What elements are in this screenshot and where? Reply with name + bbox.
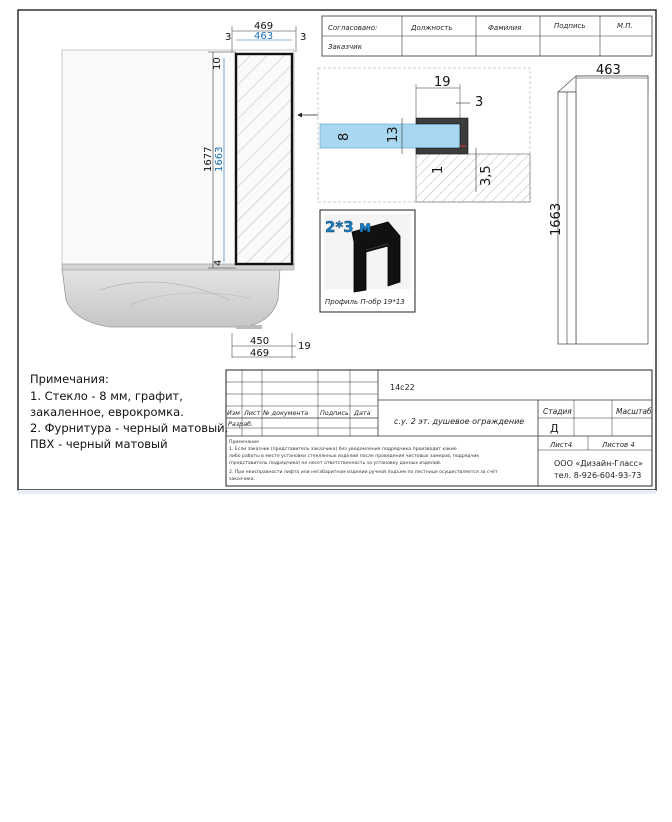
dim-bottom-total: 469 [250, 348, 270, 359]
tb-company: ООО «Дизайн-Гласс» [554, 459, 643, 468]
tb-phone: тел. 8-926-604-93-73 [554, 471, 642, 480]
glass-panel [236, 54, 292, 264]
profile-photo [320, 210, 415, 312]
dim-bottom-glass: 450 [250, 336, 270, 347]
detail-floor [416, 154, 530, 202]
dim-total-height: 1677 [203, 146, 214, 172]
tb-col-change: Изм [227, 409, 240, 417]
tb-name: с.у. 2 эт. душевое ограждение [394, 417, 525, 426]
tb-remark-1b: либо работы в месте установки стеклянных изделий после проведения чистовых замеров, подрядчик [229, 454, 480, 459]
notes-title: Примечания: [30, 372, 109, 386]
tb-sheet-label: Лист4 [550, 441, 573, 449]
tb-col-sign: Подпись [320, 409, 349, 417]
tb-scale-label: Масштаб [616, 407, 652, 416]
approval-stamp: М.П. [617, 22, 633, 30]
detail-dim-glass: 8 [337, 132, 352, 141]
frame-shadow [18, 490, 656, 494]
detail-dim-height: 13 [386, 126, 401, 143]
tb-col-sheet: Лист [244, 409, 261, 417]
bathtub-foot [236, 325, 262, 329]
notes-line-2: закаленное, еврокромка. [30, 405, 184, 419]
notes-line-3: 2. Фурнитура - черный матовый, [30, 421, 229, 435]
notes-line-1: 1. Стекло - 8 мм, графит, [30, 389, 183, 403]
tb-col-doc: № документа [263, 409, 309, 417]
approval-customer: Заказчик [328, 43, 362, 51]
dim-gap-left: 3 [225, 32, 232, 43]
tb-remark-title: Примечание [229, 440, 259, 445]
dim-total-width: 469 [254, 21, 274, 32]
approval-signature: Подпись [554, 22, 586, 30]
approval-surname: Фамилия [488, 24, 522, 32]
notes-line-4: ПВХ - черный матовый [30, 437, 168, 451]
side-dim-width: 463 [596, 63, 621, 78]
dim-glass-width: 463 [254, 31, 274, 42]
profile-caption: Профиль П-обр 19*13 [325, 298, 405, 306]
detail-dim-width: 19 [434, 75, 451, 90]
side-dim-height: 1663 [549, 202, 564, 236]
tb-code: 14с22 [390, 383, 415, 392]
dim-bottom-offset: 4 [213, 259, 224, 266]
tb-col-date: Дата [354, 409, 371, 417]
approval-agreed: Согласовано: [328, 24, 378, 32]
tb-remark-1c: (представитель подрядчика) не несет ответственность за установку данных изделий. [229, 461, 442, 466]
tb-remark-1a: 1. Если заказчик (представитель заказчика) без уведомления подрядчика производит какие [229, 447, 457, 452]
tb-remark-2b: заказчика. [229, 477, 256, 482]
side-panel [576, 76, 648, 344]
tb-stage-label: Стадия [543, 407, 572, 416]
dim-glass-height: 1663 [214, 146, 225, 172]
detail-dim-step: 3,5 [479, 165, 494, 186]
approval-position: Должность [411, 24, 453, 32]
tb-developed: Разраб. [228, 420, 254, 428]
dim-bottom-profile: 19 [298, 341, 311, 352]
side-view [549, 63, 648, 344]
dim-gap-right: 3 [300, 32, 307, 43]
detail-dim-wall: 3 [475, 95, 484, 110]
dim-top-offset: 10 [212, 57, 223, 70]
tb-stage-value: Д [550, 422, 559, 435]
detail-dim-base: 1 [431, 165, 446, 174]
profile-length-label: 2*3 м [325, 218, 372, 236]
tb-remark-2a: 2. При неисправности лифта или негабаритном изделии ручной подъем по лестнице осуществляется за счёт [229, 470, 498, 475]
tb-sheets-label: Листов 4 [602, 441, 635, 449]
